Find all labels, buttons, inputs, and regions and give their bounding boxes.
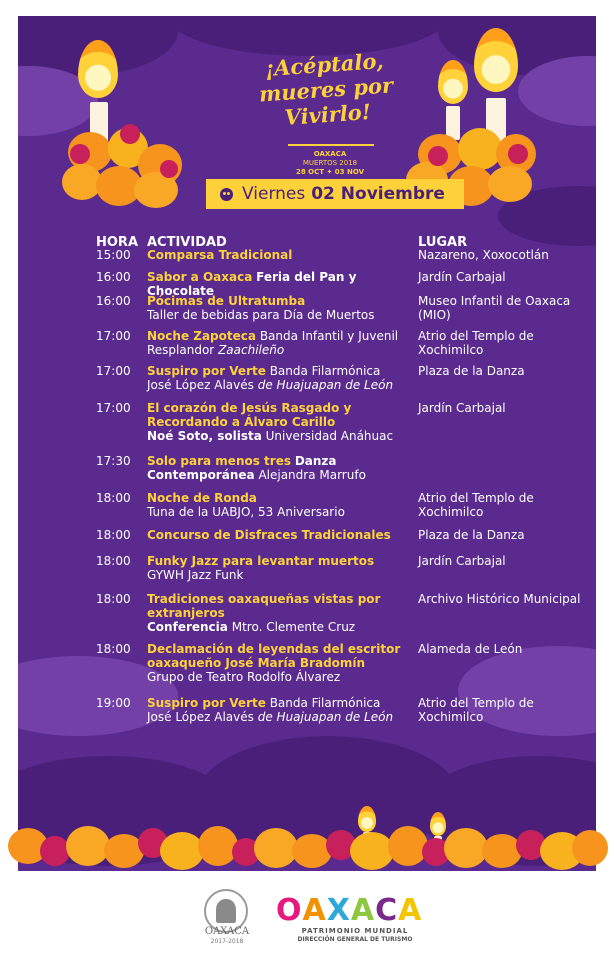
event-title: Suspiro por Verte xyxy=(147,364,266,378)
event-time: 17:00 xyxy=(96,401,131,415)
event-time: 17:00 xyxy=(96,364,131,378)
event-place: Museo Infantil de Oaxaca (MIO) xyxy=(418,294,571,322)
cloud xyxy=(168,16,448,56)
event-title: Noche de Ronda xyxy=(147,491,257,505)
marigold-icon xyxy=(458,128,502,170)
column-header-place: LUGAR xyxy=(418,235,468,250)
event-activity xyxy=(147,364,412,392)
event-detail: Tuna de la UABJO, 53 Aniversario xyxy=(147,505,345,519)
event-title: Comparsa Tradicional xyxy=(147,248,293,262)
direccion-label: DIRECCIÓN GENERAL DE TURISMO xyxy=(297,936,413,943)
event-detail-bold: Feria del Pan y Chocolate xyxy=(147,270,357,298)
event-detail: Resplandor xyxy=(147,343,215,357)
brand-letter: A xyxy=(350,893,376,928)
event-place: Plaza de la Danza xyxy=(418,528,525,542)
column-header-time: HORA xyxy=(96,235,139,250)
brand-letter: X xyxy=(326,893,351,928)
oaxaca-brand-logo xyxy=(276,893,422,928)
event-time: 18:00 xyxy=(96,528,131,542)
title-line: ¡Acéptalo, xyxy=(264,47,385,82)
event-detail: Banda Filarmónica xyxy=(269,696,381,710)
skull-icon xyxy=(220,188,233,201)
flower-icon xyxy=(70,144,90,164)
event-time: 16:00 xyxy=(96,294,131,308)
event-activity xyxy=(147,329,412,357)
event-title: Suspiro por Verte xyxy=(147,696,266,710)
brand-letter: A xyxy=(302,893,327,928)
event-title: Solo para menos tres xyxy=(147,454,291,468)
festival-subtitle xyxy=(276,150,384,177)
event-place: Atrio del Templo de Xochimilco xyxy=(418,491,534,519)
event-place: Atrio del Templo de Xochimilco xyxy=(418,696,534,724)
event-time: 17:00 xyxy=(96,329,131,343)
event-activity xyxy=(147,248,412,262)
event-detail: GYWH Jazz Funk xyxy=(147,568,244,582)
event-place: Plaza de la Danza xyxy=(418,364,525,378)
event-activity xyxy=(147,696,412,724)
event-title: El corazón de Jesús Rasgado y Recordando a Álvaro Carillo xyxy=(147,401,352,429)
marigold-icon xyxy=(66,826,110,866)
marigold-icon xyxy=(572,830,608,866)
event-title: Concurso de Disfraces Tradicionales xyxy=(147,528,391,542)
event-place: Jardín Carbajal xyxy=(418,270,506,284)
event-time: 17:30 xyxy=(96,454,131,468)
subtitle-line: OAXACA xyxy=(313,150,347,158)
event-detail: José López Alavés xyxy=(147,378,254,392)
event-detail: Banda Filarmónica xyxy=(269,364,381,378)
date-banner xyxy=(206,179,464,209)
event-place: Jardín Carbajal xyxy=(418,401,506,415)
event-detail-italic: de Huajuapan de León xyxy=(257,378,394,392)
marigold-icon xyxy=(488,166,532,202)
event-title: Sabor a Oaxaca xyxy=(147,270,253,284)
event-title: Declamación de leyendas del escritor oaxaqueño José María Bradomín xyxy=(147,642,401,670)
event-place: Nazareno, Xoxocotlán xyxy=(418,248,549,262)
event-detail: Mtro. Clemente Cruz xyxy=(231,620,356,634)
flower-icon xyxy=(40,836,70,866)
brand-letter: C xyxy=(375,893,399,928)
marigold-garland xyxy=(0,818,614,878)
title-line: mueres por xyxy=(258,72,394,107)
event-time: 18:00 xyxy=(96,554,131,568)
event-activity xyxy=(147,491,412,519)
event-detail: Grupo de Teatro Rodolfo Álvarez xyxy=(147,670,341,684)
poster xyxy=(18,16,596,871)
event-detail: Alejandra Marrufo xyxy=(258,468,366,482)
title-underline xyxy=(288,144,374,146)
brand-letter: O xyxy=(276,893,303,928)
footer xyxy=(0,871,614,960)
event-title: Funky Jazz para levantar muertos xyxy=(147,554,375,568)
event-detail: Taller de bebidas para Día de Muertos xyxy=(147,308,375,322)
event-detail-bold: Danza Contemporánea xyxy=(147,454,337,482)
subtitle-line: MUERTOS 2018 xyxy=(302,159,358,167)
flower-icon xyxy=(160,160,178,178)
flower-icon xyxy=(508,144,528,164)
event-detail-bold: Conferencia xyxy=(147,620,228,634)
event-title: Pócimas de Ultratumba xyxy=(147,294,306,308)
marigold-icon xyxy=(350,832,394,870)
event-detail-italic: Zaachileño xyxy=(218,343,285,357)
patrimonio-label: PATRIMONIO MUNDIAL xyxy=(301,927,409,935)
event-time: 15:00 xyxy=(96,248,131,262)
day-label: Viernes xyxy=(242,184,306,204)
brand-letter: A xyxy=(398,893,423,928)
date-label: 02 Noviembre xyxy=(311,184,445,204)
flame-icon xyxy=(438,60,468,104)
subtitle-line: 28 OCT ✦ 03 NOV xyxy=(296,168,364,176)
event-place: Jardín Carbajal xyxy=(418,554,506,568)
event-title: Noche Zapoteca xyxy=(147,329,256,343)
title-line: Vivirlo! xyxy=(283,98,372,130)
event-detail: Banda Infantil y Juvenil xyxy=(259,329,399,343)
event-activity xyxy=(147,554,412,582)
event-time: 18:00 xyxy=(96,592,131,606)
poster-title xyxy=(244,47,409,133)
event-activity xyxy=(147,294,412,322)
event-place: Alameda de León xyxy=(418,642,523,656)
event-title: Tradiciones oaxaqueñas vistas por extranjeros xyxy=(147,592,381,620)
event-detail-italic: de Huajuapan de León xyxy=(257,710,394,724)
event-activity xyxy=(147,592,387,634)
event-time: 18:00 xyxy=(96,491,131,505)
event-time: 18:00 xyxy=(96,642,131,656)
flower-icon xyxy=(120,124,140,144)
event-detail-bold: Noé Soto, solista xyxy=(147,429,262,443)
event-time: 19:00 xyxy=(96,696,131,710)
seal-name: OAXACA xyxy=(204,926,250,937)
event-activity xyxy=(147,454,367,482)
flower-icon xyxy=(428,146,448,166)
event-activity xyxy=(147,401,397,443)
column-header-activity: ACTIVIDAD xyxy=(147,235,227,250)
event-activity xyxy=(147,528,412,542)
event-detail: Universidad Anáhuac xyxy=(265,429,394,443)
event-place: Atrio del Templo de Xochimilco xyxy=(418,329,534,357)
event-detail: José López Alavés xyxy=(147,710,254,724)
seal-years: 2017-2018 xyxy=(210,938,244,945)
event-time: 16:00 xyxy=(96,270,131,284)
marigold-icon xyxy=(160,832,204,870)
event-place: Archivo Histórico Municipal xyxy=(418,592,581,606)
event-activity xyxy=(147,642,412,684)
